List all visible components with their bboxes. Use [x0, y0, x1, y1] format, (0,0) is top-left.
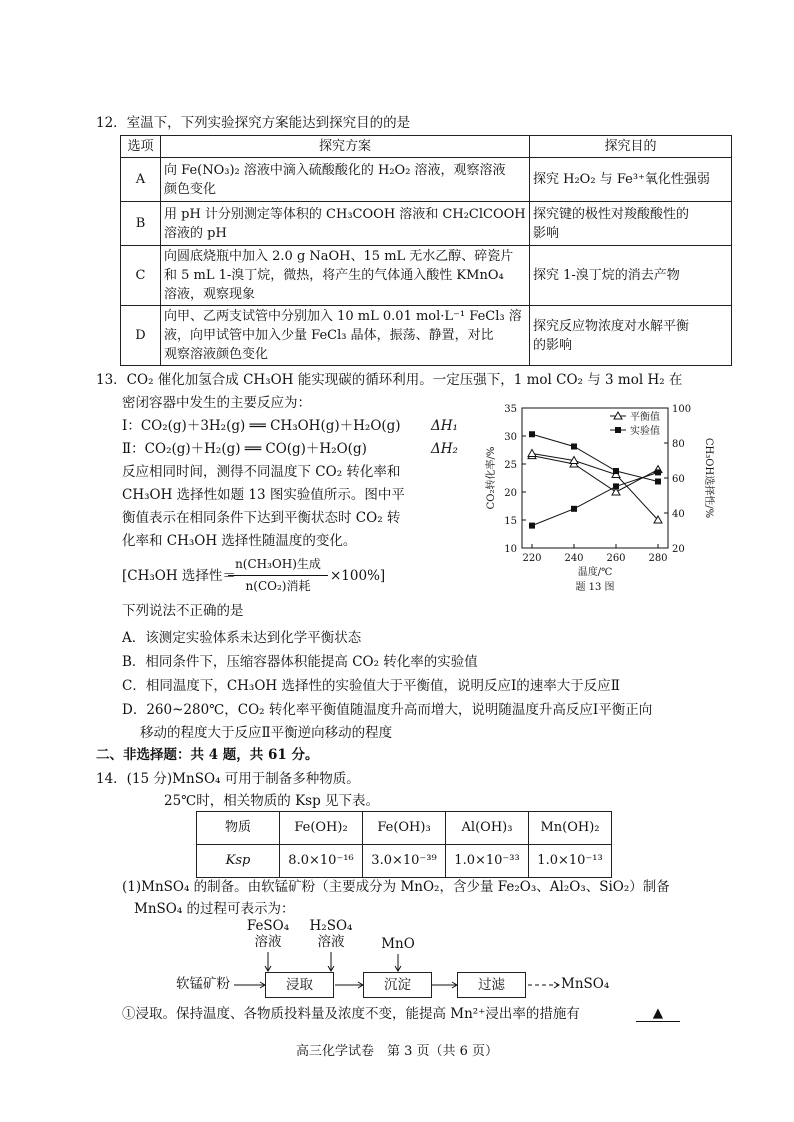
data-point-square [655, 479, 661, 485]
right-tick-label: 60 [672, 474, 685, 485]
option-c: C．相同温度下，CH₃OH 选择性的实验值大于平衡值，说明反应Ⅰ的速率大于反应Ⅱ [122, 678, 620, 694]
q14-sub1: ①浸取。保持温度、各物质投料量及浓度不变，能提高 Mn²⁺浸出率的措施有 [122, 1006, 580, 1022]
data-point-triangle [528, 450, 536, 457]
ksp-header: 物质 [197, 812, 280, 845]
q13-line: 衡值表示在相同条件下达到平衡状态时 CO₂ 转 [122, 510, 401, 526]
header-option: 选项 [121, 136, 161, 158]
data-point-square [613, 483, 619, 489]
ksp-header: Mn(OH)₂ [529, 812, 612, 845]
x-tick-label: 220 [522, 553, 542, 564]
flow-step-precipitate: 沉淀 [363, 972, 432, 998]
header-goal: 探究目的 [530, 136, 732, 158]
q14-part1a: (1)MnSO₄ 的制备。由软锰矿粉（主要成分为 MnO₂，含少量 Fe₂O₃、Al₂O₃、SiO₂）制备 [122, 879, 670, 895]
ksp-cell: 3.0×10⁻³⁹ [363, 845, 446, 878]
q14-part1b: MnSO₄ 的过程可表示为： [134, 901, 295, 917]
left-tick-label: 25 [504, 460, 517, 471]
right-tick-label: 40 [672, 509, 685, 520]
x-axis-label: 温度/℃ [577, 567, 613, 578]
q13-line: 密闭容器中发生的主要反应为： [122, 395, 311, 411]
row-b-plan: 用 pH 计分别测定等体积的 CH₃COOH 溶液和 CH₂ClCOOH 溶液的 pH [161, 202, 530, 246]
left-tick-label: 35 [504, 404, 517, 415]
row-c-plan: 向圆底烧瓶中加入 2.0 g NaOH、15 mL 无水乙醇、碎瓷片 和 5 mL 1-溴丁烷，微热，将产生的气体通入酸性 KMnO₄ 溶液，观察现象 [161, 246, 530, 306]
formula-lhs: [CH₃OH 选择性＝ [122, 568, 236, 584]
left-tick-label: 20 [504, 488, 517, 499]
option-d-cont: 移动的程度大于反应Ⅱ平衡逆向移动的程度 [140, 725, 393, 741]
ksp-header: Fe(OH)₂ [280, 812, 363, 845]
left-tick-label: 15 [504, 516, 517, 527]
option-a: A．该测定实验体系未达到化学平衡状态 [122, 630, 362, 646]
row-d-plan: 向甲、乙两支试管中分别加入 10 mL 0.01 mol·L⁻¹ FeCl₃ 溶 液，向甲试管中加入少量 FeCl₃ 晶体，振荡、静置，对比 观察溶液颜色变化 [161, 306, 530, 366]
data-point-square [529, 431, 535, 437]
q13-ask: 下列说法不正确的是 [122, 603, 244, 619]
formula-numerator: n(CH₃OH)生成 [235, 557, 321, 571]
data-point-square [613, 468, 619, 474]
q13-line: 反应相同时间，测得不同温度下 CO₂ 转化率和 [122, 464, 401, 480]
reaction-2: Ⅱ：CO₂(g)＋H₂(g) ══ CO(g)＋H₂O(g) [122, 441, 367, 457]
legend-marker-square [615, 427, 621, 433]
left-axis-label: CO₂转化率/% [486, 446, 497, 510]
ksp-cell: 1.0×10⁻¹³ [529, 845, 612, 878]
data-point-square [571, 506, 577, 512]
x-tick-label: 260 [606, 553, 626, 564]
ksp-cell: 8.0×10⁻¹⁶ [280, 845, 363, 878]
ksp-cell: 1.0×10⁻³³ [446, 845, 529, 878]
legend-label: 平衡值 [630, 412, 660, 423]
row-c-option: C [121, 246, 161, 306]
data-point-square [655, 469, 661, 475]
flow-step-leach: 浸取 [265, 972, 334, 998]
series-line [532, 434, 658, 481]
q14-line1: 14．(15 分)MnSO₄ 可用于制备多种物质。 [96, 771, 360, 787]
reagent-h2so4: H₂SO₄ 溶液 [309, 918, 353, 950]
right-tick-label: 80 [672, 439, 685, 450]
data-point-square [529, 523, 535, 529]
formula-denominator: n(CO₂)消耗 [245, 579, 311, 593]
formula-rhs: ×100%] [330, 568, 386, 584]
option-b: B．相同条件下，压缩容器体积能提高 CO₂ 转化率的实验值 [122, 654, 478, 670]
x-tick-label: 280 [648, 553, 668, 564]
q14-line2: 25℃时，相关物质的 Ksp 见下表。 [164, 793, 380, 809]
reagent-feso4: FeSO₄ 溶液 [246, 918, 290, 950]
left-tick-label: 10 [504, 544, 517, 555]
series-line [532, 456, 658, 492]
delta-h2: ΔH₂ [431, 441, 458, 457]
option-d: D．260~280℃，CO₂ 转化率平衡值随温度升高而增大，说明随温度升高反应Ⅰ平衡正向 [122, 702, 653, 718]
ksp-cell: Ksp [197, 845, 280, 878]
ksp-header: Al(OH)₃ [446, 812, 529, 845]
legend-label: 实验值 [630, 426, 660, 437]
reaction-1: Ⅰ：CO₂(g)＋3H₂(g) ══ CH₃OH(g)＋H₂O(g) [122, 418, 401, 434]
row-b-option: B [121, 202, 161, 246]
section2-title: 二、非选择题：共 4 题，共 61 分。 [96, 747, 319, 763]
q13-line: 化率和 CH₃OH 选择性随温度的变化。 [122, 533, 357, 549]
row-d-goal: 探究反应物浓度对水解平衡 的影响 [530, 306, 732, 366]
data-point-square [571, 444, 577, 450]
row-a-plan: 向 Fe(NO₃)₂ 溶液中滴入硫酸酸化的 H₂O₂ 溶液，观察溶液 颜色变化 [161, 158, 530, 202]
row-a-option: A [121, 158, 161, 202]
page-footer: 高三化学试卷 第 3 页（共 6 页） [295, 1044, 499, 1059]
answer-blank: ▲ [636, 1005, 680, 1022]
row-b-goal: 探究键的极性对羧酸酸性的 影响 [530, 202, 732, 246]
flow-start: 软锰矿粉 [176, 976, 230, 992]
row-c-goal: 探究 1-溴丁烷的消去产物 [530, 246, 732, 306]
fraction-bar [228, 575, 328, 576]
q13-line: CH₃OH 选择性如题 13 图实验值所示。图中平 [122, 487, 405, 503]
flow-end: MnSO₄ [561, 976, 610, 992]
reagent-mno: MnO [381, 936, 415, 952]
series-line [532, 454, 658, 521]
row-d-option: D [121, 306, 161, 366]
right-tick-label: 20 [672, 544, 685, 555]
row-a-goal: 探究 H₂O₂ 与 Fe³⁺氧化性强弱 [530, 158, 732, 202]
q12-stem: 12．室温下，下列实验探究方案能达到探究目的的是 [96, 115, 411, 131]
delta-h1: ΔH₁ [431, 418, 458, 434]
flow-step-filter: 过滤 [457, 972, 526, 998]
right-tick-label: 100 [672, 404, 692, 415]
ksp-header: Fe(OH)₃ [363, 812, 446, 845]
x-tick-label: 240 [564, 553, 584, 564]
q13-chart [478, 398, 718, 598]
left-tick-label: 30 [504, 432, 517, 443]
q13-line1: 13．CO₂ 催化加氢合成 CH₃OH 能实现碳的循环利用。一定压强下，1 mol CO₂ 与 3 mol H₂ 在 [96, 372, 683, 388]
chart-caption: 题 13 图 [575, 582, 615, 593]
header-plan: 探究方案 [161, 136, 530, 158]
right-axis-label: CH₃OH选择性/% [703, 437, 714, 519]
q12-table [120, 135, 732, 366]
ksp-table [196, 811, 612, 878]
